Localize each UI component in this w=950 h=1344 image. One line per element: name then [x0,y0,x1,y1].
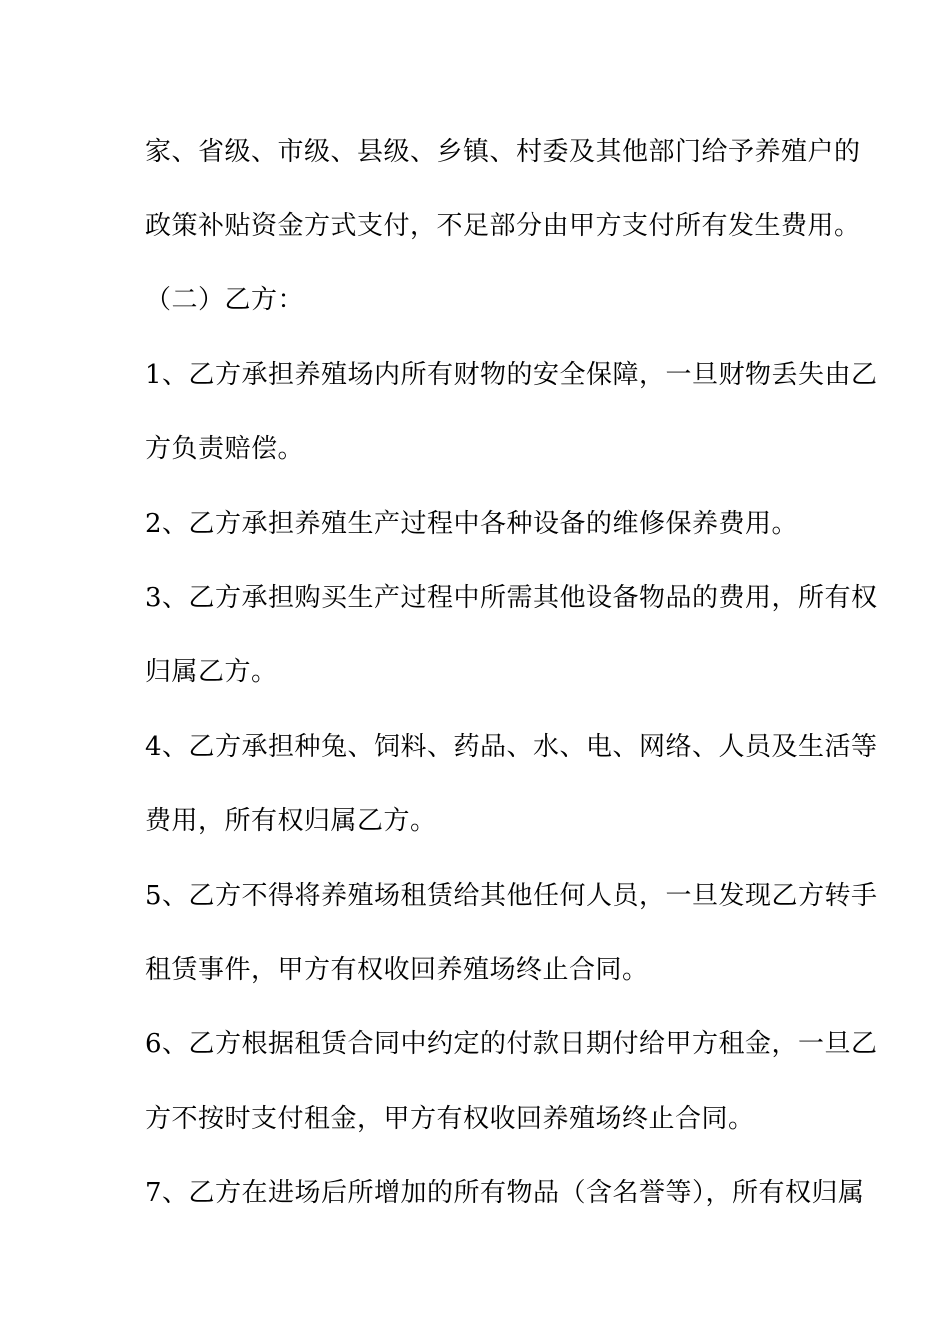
text-line: 方负责赔偿。 [145,434,305,464]
text-line: 3、乙方承担购买生产过程中所需其他设备物品的费用，所有权 [145,583,878,613]
text-line: 方不按时支付租金，甲方有权收回养殖场终止合同。 [145,1104,755,1134]
text-line: 租赁事件，甲方有权收回养殖场终止合同。 [145,955,649,985]
text-line: 归属乙方。 [145,657,278,687]
text-line: 6、乙方根据租赁合同中约定的付款日期付给甲方租金，一旦乙 [145,1029,878,1059]
section-heading: （二）乙方： [145,285,305,315]
text-line: 1、乙方承担养殖场内所有财物的安全保障，一旦财物丢失由乙 [145,360,878,390]
text-line: 政策补贴资金方式支付，不足部分由甲方支付所有发生费用。 [145,211,861,241]
text-line: 家、省级、市级、县级、乡镇、村委及其他部门给予养殖户的 [145,137,861,167]
text-line: 费用，所有权归属乙方。 [145,806,437,836]
text-line: 4、乙方承担种兔、饲料、药品、水、电、网络、人员及生活等 [145,732,878,762]
text-line: 7、乙方在进场后所增加的所有物品（含名誉等），所有权归属 [145,1178,865,1208]
text-line: 2、乙方承担养殖生产过程中各种设备的维修保养费用。 [145,509,799,539]
text-line: 5、乙方不得将养殖场租赁给其他任何人员，一旦发现乙方转手 [145,881,878,911]
